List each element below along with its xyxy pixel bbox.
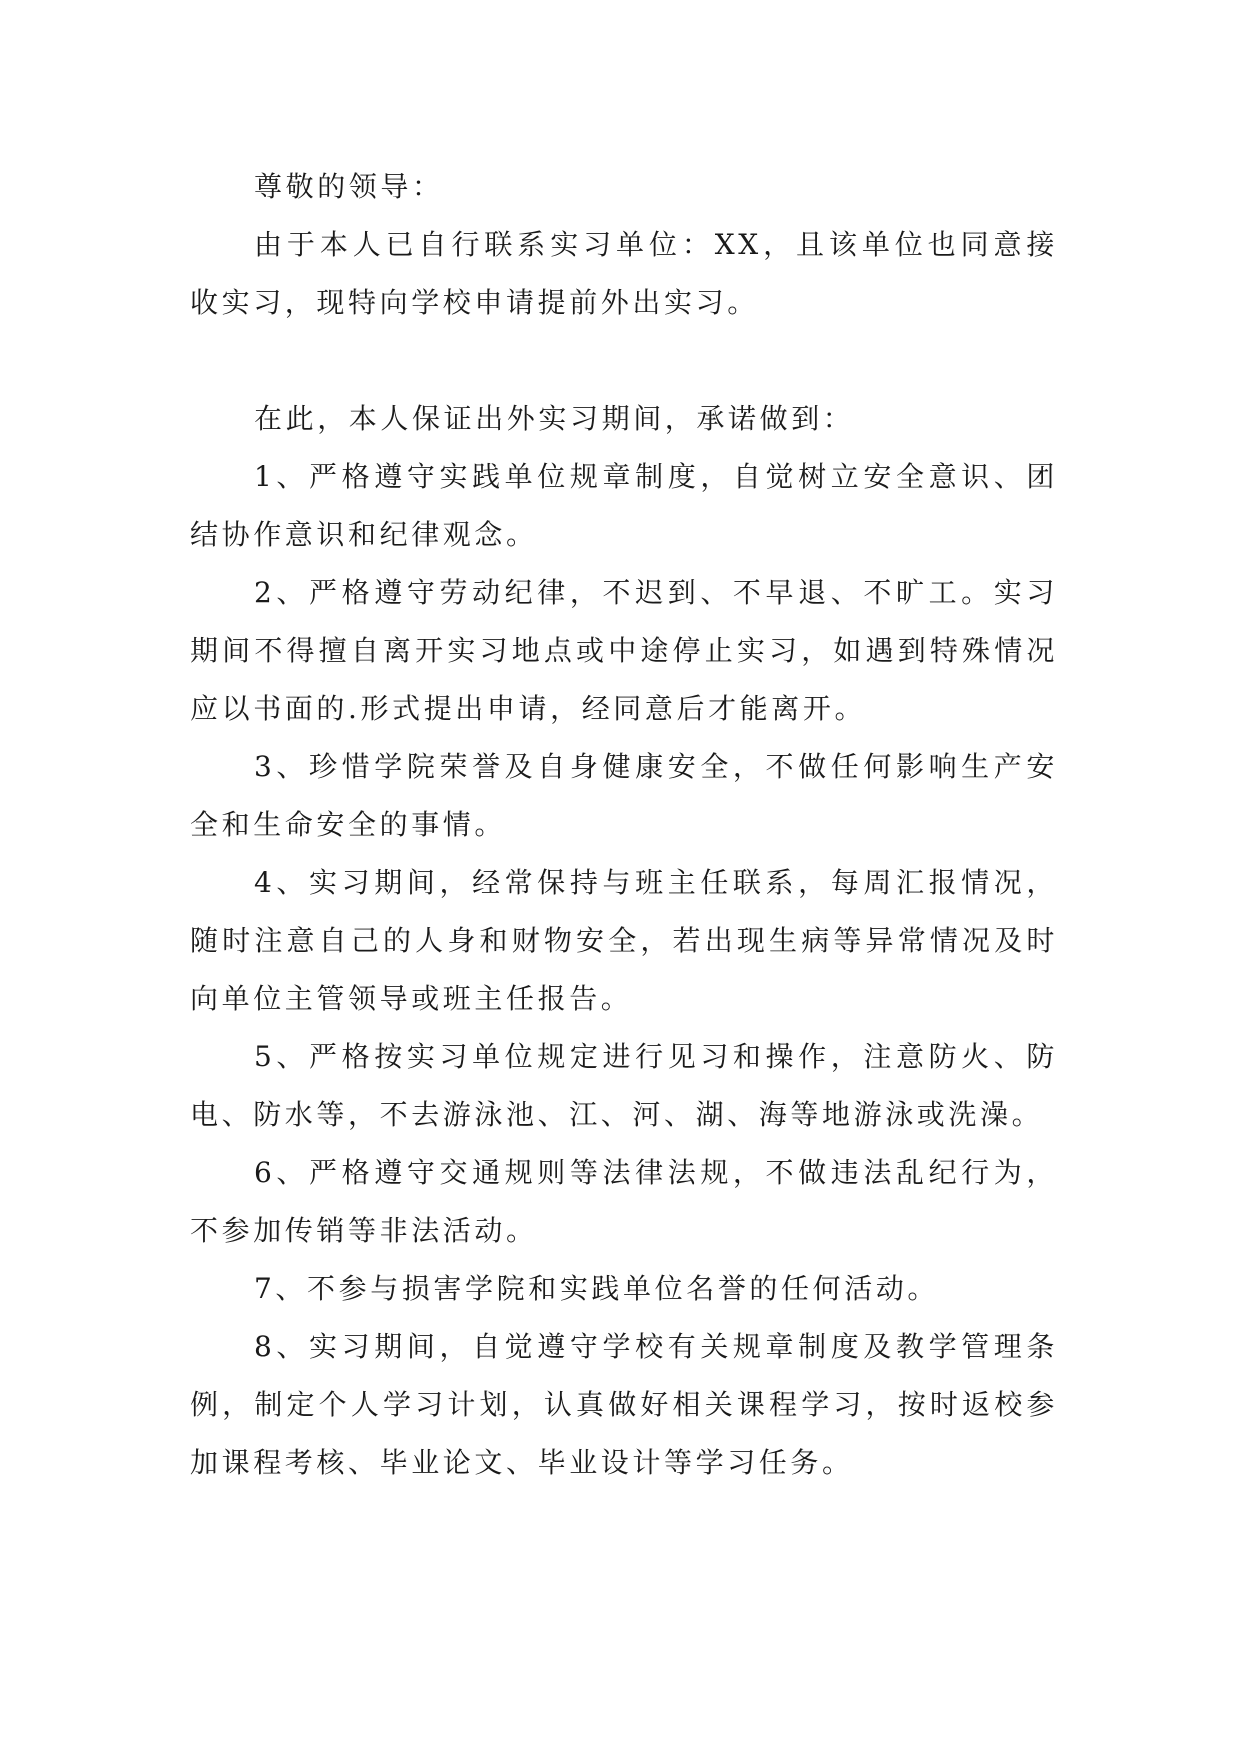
pledge-item-1: 1、严格遵守实践单位规章制度，自觉树立安全意识、团结协作意识和纪律观念。 — [190, 460, 1058, 551]
pledge-item-3: 3、珍惜学院荣誉及自身健康安全，不做任何影响生产安全和生命安全的事情。 — [190, 750, 1058, 841]
pledge-item-6: 6、严格遵守交通规则等法律法规，不做违法乱纪行为，不参加传销等非法活动。 — [190, 1156, 1058, 1247]
intro-paragraph: 由于本人已自行联系实习单位：XX，且该单位也同意接收实习，现特向学校申请提前外出实习。 — [190, 228, 1058, 319]
pledge-item-8: 8、实习期间，自觉遵守学校有关规章制度及教学管理条例，制定个人学习计划，认真做好相关课程学习，按时返校参加课程考核、毕业论文、毕业设计等学习任务。 — [190, 1330, 1058, 1479]
pledge-item-7: 7、不参与损害学院和实践单位名誉的任何活动。 — [254, 1272, 940, 1305]
salutation: 尊敬的领导： — [254, 170, 444, 203]
pledge-item-2: 2、严格遵守劳动纪律，不迟到、不早退、不旷工。实习期间不得擅自离开实习地点或中途停止实习，如遇到特殊情况应以书面的.形式提出申请，经同意后才能离开。 — [190, 576, 1058, 725]
pledge-item-4: 4、实习期间，经常保持与班主任联系，每周汇报情况，随时注意自己的人身和财物安全，若出现生病等异常情况及时向单位主管领导或班主任报告。 — [190, 866, 1058, 1015]
document-body — [190, 158, 1058, 1492]
pledge-item-5: 5、严格按实习单位规定进行见习和操作，注意防火、防电、防水等，不去游泳池、江、河、湖、海等地游泳或洗澡。 — [190, 1040, 1058, 1131]
paragraph-spacer — [190, 332, 1058, 390]
pledge-intro: 在此，本人保证出外实习期间，承诺做到： — [254, 402, 855, 435]
